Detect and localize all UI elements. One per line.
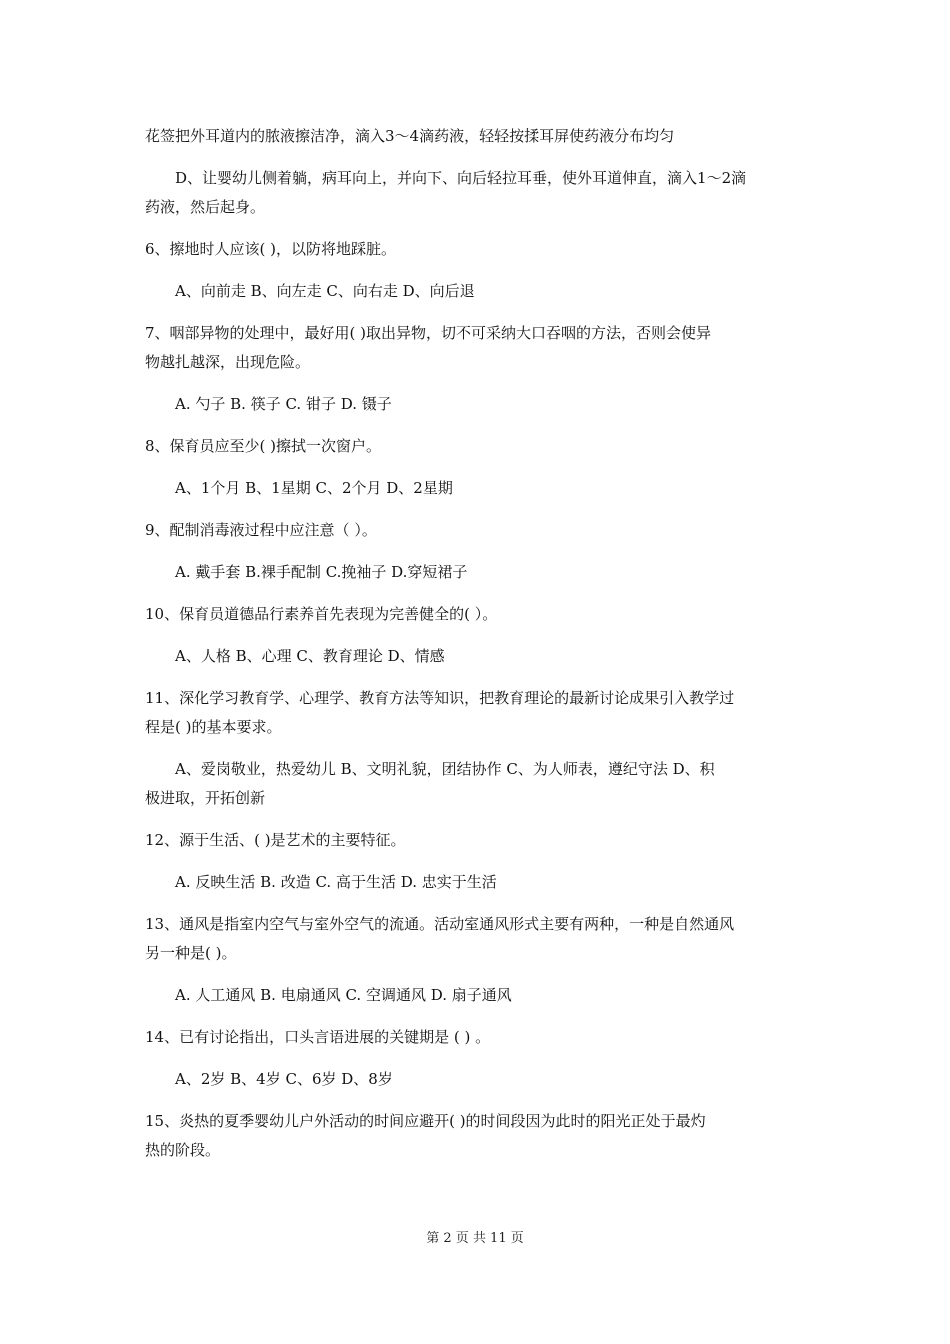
text-line: 12、源于生活、( )是艺术的主要特征。 (145, 831, 406, 849)
answer-options (145, 277, 810, 306)
text-line: 药液，然后起身。 (145, 198, 266, 216)
answer-options (145, 1065, 810, 1094)
answer-options (145, 981, 810, 1010)
answer-options (145, 642, 810, 671)
question-block (145, 684, 810, 742)
question-block (145, 910, 810, 968)
text-line: D、让婴幼儿侧着躺，病耳向上，并向下、向后轻拉耳垂，使外耳道伸直，滴入1～2滴 (175, 169, 747, 187)
text-line: 13、通风是指室内空气与室外空气的流通。活动室通风形式主要有两种，一种是自然通风 (145, 915, 735, 933)
question-block (145, 755, 810, 813)
question-block (145, 826, 810, 855)
text-line: 7、咽部异物的处理中，最好用( )取出异物，切不可采纳大口吞咽的方法，否则会使异 (145, 324, 712, 342)
question-block (145, 235, 810, 264)
text-line: 10、保育员道德品行素养首先表现为完善健全的( ）。 (145, 605, 498, 623)
text-line: A、2岁 B、4岁 C、6岁 D、8岁 (175, 1070, 393, 1088)
text-line: 极进取，开拓创新 (145, 789, 266, 807)
text-line: A、人格 B、心理 C、教育理论 D、情感 (175, 647, 445, 665)
text-line: 9、配制消毒液过程中应注意（ ）。 (145, 521, 377, 539)
text-line: 11、深化学习教育学、心理学、教育方法等知识，把教育理论的最新讨论成果引入教学过 (145, 689, 735, 707)
text-line: 物越扎越深，出现危险。 (145, 353, 311, 371)
question-block (145, 164, 810, 222)
question-block (145, 319, 810, 377)
question-block (145, 432, 810, 461)
text-line: 14、已有讨论指出，口头言语进展的关键期是 ( ) 。 (145, 1028, 491, 1046)
answer-options (145, 868, 810, 897)
question-block (145, 600, 810, 629)
text-line: 15、炎热的夏季婴幼儿户外活动的时间应避开( )的时间段因为此时的阳光正处于最灼 (145, 1112, 706, 1130)
text-line: A. 勺子 B. 筷子 C. 钳子 D. 镊子 (175, 395, 392, 413)
text-line: 6、擦地时人应该( )，以防将地踩脏。 (145, 240, 397, 258)
text-line: A. 人工通风 B. 电扇通风 C. 空调通风 D. 扇子通风 (175, 986, 512, 1004)
text-line: A. 戴手套 B.裸手配制 C.挽袖子 D.穿短裙子 (175, 563, 468, 581)
page-footer: 第 2 页 共 11 页 (426, 1231, 524, 1246)
text-line: 另一种是( )。 (145, 944, 237, 962)
text-line: 花签把外耳道内的脓液擦洁净，滴入3～4滴药液，轻轻按揉耳屏使药液分布均匀 (145, 127, 675, 145)
answer-options (145, 474, 810, 503)
text-line: 程是( )的基本要求。 (145, 718, 282, 736)
text-line: A、爱岗敬业，热爱幼儿 B、文明礼貌，团结协作 C、为人师表，遵纪守法 D、积 (175, 760, 715, 778)
text-line: A、向前走 B、向左走 C、向右走 D、向后退 (175, 282, 475, 300)
text-line: 8、保育员应至少( )擦拭一次窗户。 (145, 437, 382, 455)
text-line: 热的阶段。 (145, 1141, 221, 1159)
text-line: A、1个月 B、1星期 C、2个月 D、2星期 (175, 479, 453, 497)
question-block (145, 122, 810, 151)
page-content (145, 122, 810, 1178)
question-block (145, 1107, 810, 1165)
text-line: A. 反映生活 B. 改造 C. 高于生活 D. 忠实于生活 (175, 873, 497, 891)
answer-options (145, 558, 810, 587)
question-block (145, 516, 810, 545)
answer-options (145, 390, 810, 419)
question-block (145, 1023, 810, 1052)
